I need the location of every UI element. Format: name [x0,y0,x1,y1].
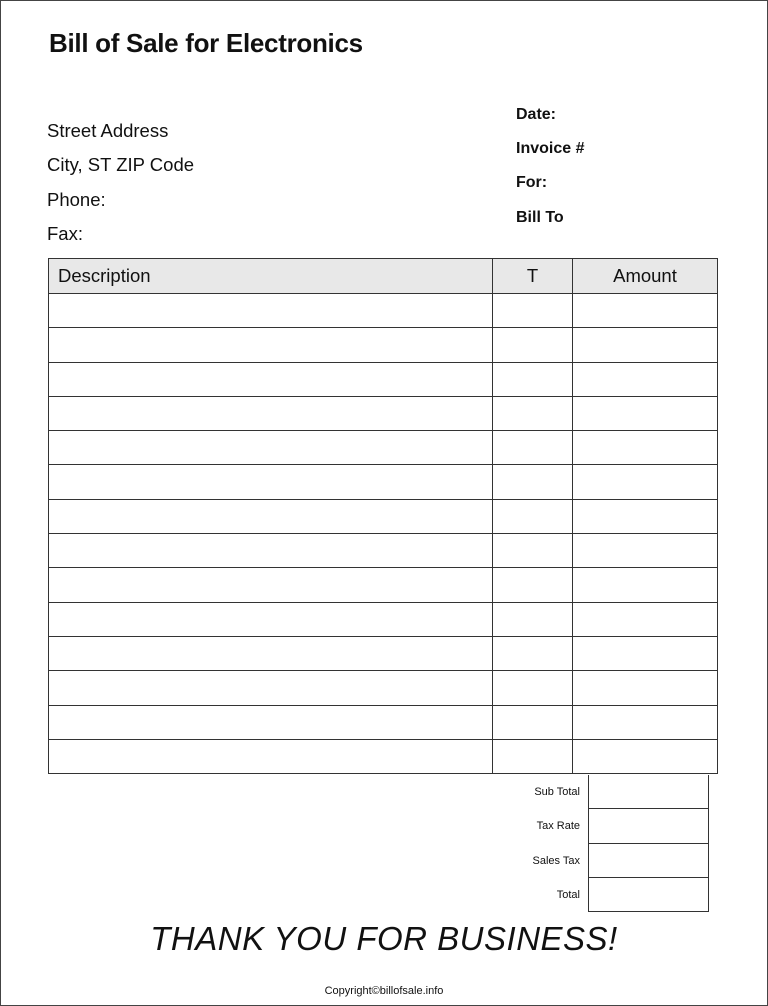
t-cell[interactable] [493,534,573,568]
column-header-amount: Amount [573,259,718,294]
description-cell[interactable] [49,328,493,362]
sales-tax-field[interactable] [588,844,709,878]
column-header-t: T [493,259,573,294]
thank-you-message: THANK YOU FOR BUSINESS! [150,920,618,957]
copyright-notice: Copyright©billofsale.info [324,985,444,997]
sales-tax-label: Sales Tax [532,854,580,867]
description-cell[interactable] [49,499,493,533]
description-cell[interactable] [49,294,493,328]
amount-cell[interactable] [573,431,718,465]
table-row [49,602,718,636]
t-cell[interactable] [493,431,573,465]
table-row [49,431,718,465]
description-cell[interactable] [49,568,493,602]
t-cell[interactable] [493,568,573,602]
t-cell[interactable] [493,362,573,396]
table-row [49,636,718,670]
subtotal-field[interactable] [588,775,709,809]
description-cell[interactable] [49,671,493,705]
description-cell[interactable] [49,602,493,636]
t-cell[interactable] [493,294,573,328]
tax-rate-row [500,809,709,843]
invoice-meta-block [516,103,584,240]
for-label: For: [516,174,548,192]
amount-cell[interactable] [573,534,718,568]
amount-cell[interactable] [573,396,718,430]
amount-cell[interactable] [573,739,718,773]
amount-cell[interactable] [573,465,718,499]
invoice-number-label: Invoice # [516,140,585,158]
total-row [500,878,709,912]
t-cell[interactable] [493,465,573,499]
description-cell[interactable] [49,396,493,430]
t-cell[interactable] [493,671,573,705]
subtotal-label: Sub Total [534,786,580,798]
table-row [49,568,718,602]
table-row [49,739,718,773]
description-cell[interactable] [49,431,493,465]
seller-address-block [47,118,194,255]
table-row [49,465,718,499]
description-cell[interactable] [49,705,493,739]
description-cell[interactable] [49,636,493,670]
table-row [49,671,718,705]
date-label: Date: [516,106,557,123]
subtotal-row [500,775,709,809]
table-header-row [49,259,718,294]
phone-line: Phone: [47,188,106,210]
amount-cell[interactable] [573,636,718,670]
t-cell[interactable] [493,705,573,739]
table-row [49,705,718,739]
bill-to-label: Bill To [516,208,564,226]
amount-cell[interactable] [573,362,718,396]
city-state-zip-line: City, ST ZIP Code [47,154,195,176]
tax-rate-label: Tax Rate [536,820,580,833]
amount-cell[interactable] [573,499,718,533]
description-cell[interactable] [49,362,493,396]
document-title: Bill of Sale for Electronics [49,28,363,58]
total-label: Total [556,888,580,901]
table-row [49,362,718,396]
column-header-description: Description [49,259,493,294]
t-cell[interactable] [493,636,573,670]
table-row [49,499,718,533]
t-cell[interactable] [493,396,573,430]
amount-cell[interactable] [573,328,718,362]
description-cell[interactable] [49,739,493,773]
t-cell[interactable] [493,739,573,773]
t-cell[interactable] [493,602,573,636]
total-field[interactable] [588,878,709,912]
line-items-table [48,258,718,774]
table-row [49,328,718,362]
amount-cell[interactable] [573,294,718,328]
table-row [49,294,718,328]
table-row [49,534,718,568]
amount-cell[interactable] [573,602,718,636]
description-cell[interactable] [49,534,493,568]
amount-cell[interactable] [573,705,718,739]
totals-block [500,775,709,912]
street-address-line: Street Address [47,120,169,141]
table-row [49,396,718,430]
t-cell[interactable] [493,499,573,533]
tax-rate-field[interactable] [588,809,709,843]
sales-tax-row [500,844,709,878]
amount-cell[interactable] [573,671,718,705]
amount-cell[interactable] [573,568,718,602]
description-cell[interactable] [49,465,493,499]
t-cell[interactable] [493,328,573,362]
fax-line: Fax: [47,222,83,244]
